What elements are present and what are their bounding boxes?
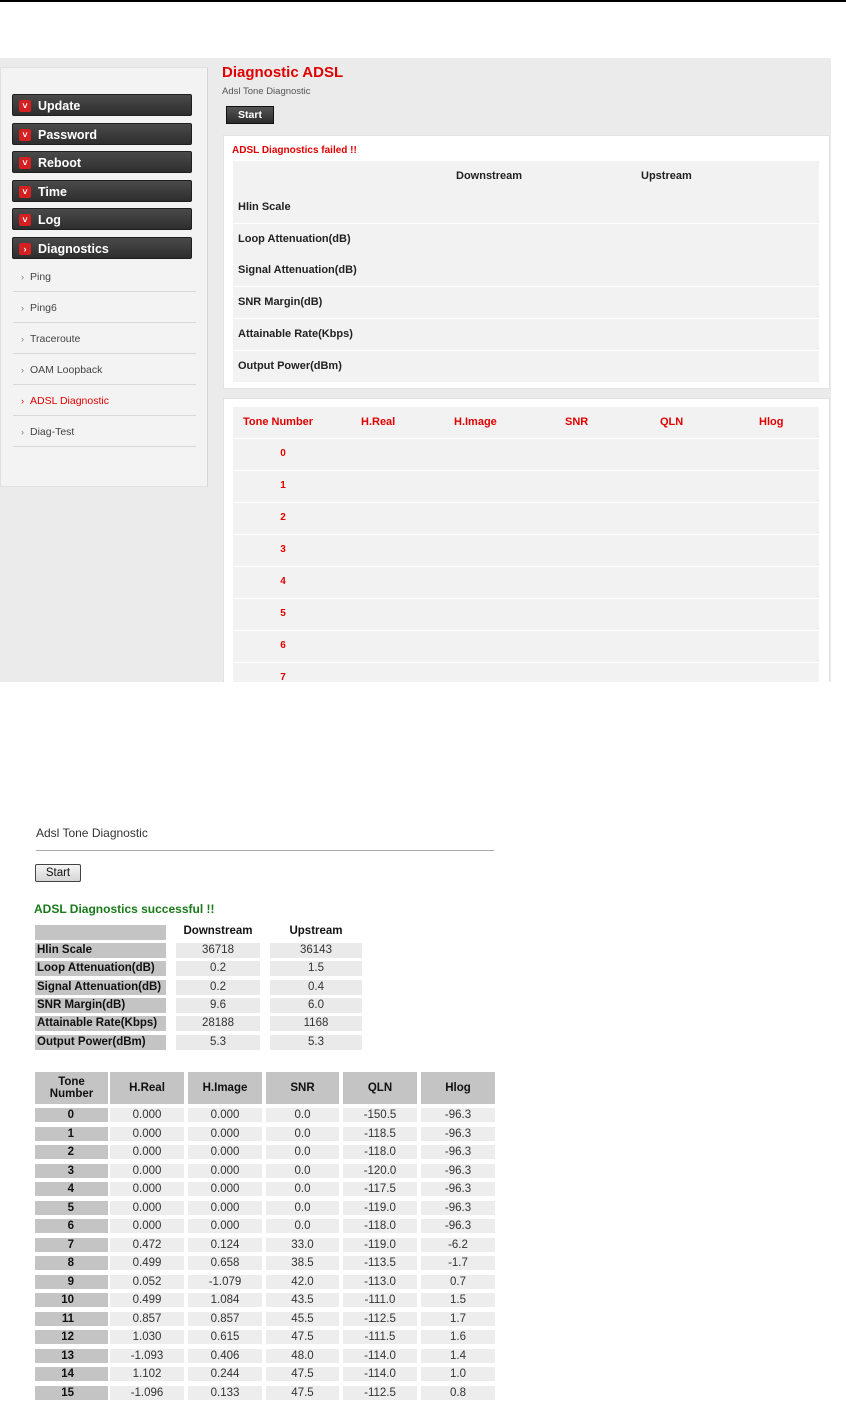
tone-header-0: Tone Number — [35, 1072, 108, 1104]
tone-value-cell: -119.0 — [343, 1238, 417, 1252]
tone-number-cell: 0 — [35, 1108, 108, 1122]
summary-label: SNR Margin(dB) — [35, 998, 166, 1013]
tone-value-cell: -112.5 — [343, 1312, 417, 1326]
tone-number-cell: 13 — [35, 1349, 108, 1363]
downstream-value: 0.2 — [176, 961, 260, 976]
tone-value-cell: 0.499 — [110, 1293, 184, 1307]
menu-label: Update — [38, 99, 81, 113]
status-message: ADSL Diagnostics failed !! — [232, 145, 357, 156]
upstream-value: 1168 — [270, 1016, 362, 1031]
summary-row-label: Loop Attenuation(dB) — [238, 232, 351, 245]
summary-row — [233, 255, 819, 287]
himage-header: H.Image — [454, 416, 497, 428]
menu-time[interactable] — [12, 180, 192, 202]
tone-number-cell: 8 — [35, 1256, 108, 1270]
tone-value-cell: -113.5 — [343, 1256, 417, 1270]
downstream-header: Downstream — [456, 170, 523, 182]
summary-row-label: Hlin Scale — [238, 201, 291, 213]
tone-value-cell: 48.0 — [266, 1349, 339, 1363]
page-top-rule — [0, 0, 846, 2]
tone-value-cell: 0.000 — [110, 1201, 184, 1215]
tone-value-cell: 0.0 — [266, 1219, 339, 1233]
submenu-label: Traceroute — [30, 333, 81, 345]
tone-value-cell: -96.3 — [421, 1108, 495, 1122]
tone-value-cell: 0.658 — [188, 1256, 262, 1270]
tone-value-cell: -117.5 — [343, 1182, 417, 1196]
tone-value-cell: 0.000 — [188, 1219, 262, 1233]
tone-number-cell: 9 — [35, 1275, 108, 1289]
downstream-value: 28188 — [176, 1016, 260, 1031]
submenu-label: OAM Loopback — [30, 364, 103, 376]
summary-row — [233, 319, 819, 351]
downstream-value: 5.3 — [176, 1035, 260, 1050]
chevron-right-icon: › — [21, 427, 24, 437]
tone-header-1: H.Real — [110, 1072, 184, 1104]
tone-value-cell: -1.093 — [110, 1349, 184, 1363]
menu-diagnostics[interactable] — [12, 237, 192, 259]
tone-value-cell: 0.000 — [188, 1201, 262, 1215]
tone-number-cell: 2 — [35, 1145, 108, 1159]
tone-value-cell: -1.096 — [110, 1386, 184, 1400]
menu-label: Password — [38, 127, 98, 142]
tone-value-cell: 0.472 — [110, 1238, 184, 1252]
chevron-right-icon: › — [21, 334, 24, 344]
tone-value-cell: -112.5 — [343, 1386, 417, 1400]
upstream-header: Upstream — [641, 170, 692, 182]
tone-value-cell: 0.000 — [110, 1127, 184, 1141]
chevron-right-icon: › — [21, 365, 24, 375]
tone-row — [233, 567, 819, 599]
tone-value-cell: -118.0 — [343, 1145, 417, 1159]
tone-value-cell: 1.102 — [110, 1367, 184, 1381]
summary-label: Loop Attenuation(dB) — [35, 961, 166, 976]
tone-value-cell: -113.0 — [343, 1275, 417, 1289]
tone-value-cell: 0.244 — [188, 1367, 262, 1381]
upstream-header-2: Upstream — [289, 925, 343, 937]
submenu-label: Ping — [30, 271, 52, 283]
tone-value-cell: 38.5 — [266, 1256, 339, 1270]
status-message-success: ADSL Diagnostics successful !! — [34, 902, 215, 916]
sidebar — [0, 67, 208, 487]
start-button[interactable]: Start — [226, 106, 274, 124]
summary-row-label: Output Power(dBm) — [238, 359, 342, 372]
tone-value-cell: 0.0 — [266, 1201, 339, 1215]
tone-value-cell: -1.079 — [188, 1275, 262, 1289]
tone-value-cell: 0.7 — [421, 1275, 495, 1289]
page-title: Diagnostic ADSL — [222, 64, 344, 81]
submenu-oam-loopback[interactable] — [13, 355, 196, 385]
summary-panel — [223, 135, 830, 389]
downstream-value: 0.2 — [176, 980, 260, 995]
hreal-header: H.Real — [361, 416, 396, 428]
tone-number-cell: 6 — [35, 1219, 108, 1233]
tone-header-row — [233, 407, 819, 439]
chevron-right-icon: › — [19, 243, 31, 255]
tone-number: 3 — [280, 544, 286, 555]
tone-number-cell: 7 — [35, 1238, 108, 1252]
tone-value-cell: -6.2 — [421, 1238, 495, 1252]
submenu-label: Ping6 — [30, 302, 57, 314]
tone-value-cell: -96.3 — [421, 1127, 495, 1141]
tone-value-cell: 47.5 — [266, 1386, 339, 1400]
tone-value-cell: -96.3 — [421, 1145, 495, 1159]
tone-number-cell: 12 — [35, 1330, 108, 1344]
tone-value-cell: 1.030 — [110, 1330, 184, 1344]
tone-value-cell: 0.000 — [188, 1127, 262, 1141]
tone-number-cell: 3 — [35, 1164, 108, 1178]
tone-value-cell: 0.000 — [188, 1164, 262, 1178]
menu-label: Diagnostics — [38, 241, 109, 256]
tone-number: 6 — [280, 640, 286, 651]
tone-value-cell: 47.5 — [266, 1367, 339, 1381]
tone-value-cell: -120.0 — [343, 1164, 417, 1178]
downstream-header-2: Downstream — [183, 925, 253, 937]
upstream-value: 6.0 — [270, 998, 362, 1013]
tone-value-cell: 1.6 — [421, 1330, 495, 1344]
menu-reboot[interactable] — [12, 151, 192, 173]
chevron-down-icon: ˅ — [19, 214, 31, 226]
hlog-header: Hlog — [759, 416, 784, 428]
tone-value-cell: 0.499 — [110, 1256, 184, 1270]
tone-value-cell: 0.052 — [110, 1275, 184, 1289]
tone-value-cell: 0.0 — [266, 1145, 339, 1159]
submenu-label: Diag-Test — [30, 426, 75, 438]
tone-row — [233, 471, 819, 503]
upstream-value: 36143 — [270, 943, 362, 958]
chevron-right-icon: › — [21, 396, 24, 406]
tone-value-cell: 1.0 — [421, 1367, 495, 1381]
tone-value-cell: 1.7 — [421, 1312, 495, 1326]
tone-value-cell: 0.000 — [110, 1108, 184, 1122]
submenu-label: ADSL Diagnostic — [30, 395, 109, 407]
menu-label: Log — [38, 213, 61, 227]
summary-row — [233, 192, 819, 224]
tone-number: 0 — [280, 448, 286, 459]
tone-value-cell: 0.857 — [110, 1312, 184, 1326]
qln-header: QLN — [660, 416, 684, 428]
tone-value-cell: 1.5 — [421, 1293, 495, 1307]
tone-number-cell: 5 — [35, 1201, 108, 1215]
tone-value-cell: 0.0 — [266, 1127, 339, 1141]
start-button-2[interactable]: Start — [35, 864, 81, 882]
tone-value-cell: -119.0 — [343, 1201, 417, 1215]
tone-value-cell: 0.0 — [266, 1164, 339, 1178]
tone-value-cell: -96.3 — [421, 1164, 495, 1178]
tone-value-cell: 47.5 — [266, 1330, 339, 1344]
tone-value-cell: -96.3 — [421, 1201, 495, 1215]
section-title: Adsl Tone Diagnostic — [36, 826, 148, 840]
summary-row — [233, 224, 819, 256]
tone-value-cell: -96.3 — [421, 1182, 495, 1196]
chevron-down-icon: ˅ — [19, 157, 31, 169]
downstream-value: 36718 — [176, 943, 260, 958]
upstream-value: 1.5 — [270, 961, 362, 976]
summary-label: Output Power(dBm) — [35, 1035, 166, 1050]
summary-label: Attainable Rate(Kbps) — [35, 1016, 166, 1031]
summary-row — [233, 351, 819, 383]
tone-value-cell: 42.0 — [266, 1275, 339, 1289]
tone-value-cell: 0.124 — [188, 1238, 262, 1252]
submenu-traceroute[interactable] — [13, 324, 196, 354]
tone-header-5: Hlog — [421, 1072, 495, 1104]
menu-log[interactable] — [12, 208, 192, 230]
chevron-down-icon: ˅ — [19, 129, 31, 141]
tone-value-cell: 43.5 — [266, 1293, 339, 1307]
tone-number-header: Tone Number — [243, 416, 314, 428]
chevron-down-icon: ˅ — [19, 186, 31, 198]
summary-row-label: Attainable Rate(Kbps) — [238, 327, 353, 340]
upstream-value: 0.4 — [270, 980, 362, 995]
tone-value-cell: -1.7 — [421, 1256, 495, 1270]
summary-label: Hlin Scale — [35, 943, 166, 958]
tone-value-cell: 0.406 — [188, 1349, 262, 1363]
tone-row — [233, 631, 819, 663]
failed-diagnostic-screenshot — [0, 58, 831, 682]
tone-value-cell: 0.0 — [266, 1108, 339, 1122]
submenu-adsl-diagnostic[interactable] — [13, 386, 196, 416]
tone-header-4: QLN — [343, 1072, 417, 1104]
menu-update[interactable] — [12, 94, 192, 116]
tone-row — [233, 503, 819, 535]
page-subtitle: Adsl Tone Diagnostic — [222, 86, 311, 97]
summary-row-label: SNR Margin(dB) — [238, 296, 323, 309]
tone-row — [233, 663, 819, 682]
tone-value-cell: -150.5 — [343, 1108, 417, 1122]
tone-value-cell: 0.857 — [188, 1312, 262, 1326]
chevron-down-icon: ˅ — [19, 100, 31, 112]
tone-value-cell: 0.000 — [188, 1108, 262, 1122]
summary-row — [233, 287, 819, 319]
tone-value-cell: 0.000 — [110, 1219, 184, 1233]
tone-value-cell: -96.3 — [421, 1219, 495, 1233]
tone-value-cell: 0.0 — [266, 1182, 339, 1196]
chevron-right-icon: › — [21, 303, 24, 313]
tone-number-cell: 11 — [35, 1312, 108, 1326]
tone-row — [233, 599, 819, 631]
summary-header-row — [233, 161, 819, 193]
tone-number: 7 — [280, 672, 286, 682]
summary-row-label: Signal Attenuation(dB) — [238, 264, 357, 277]
tone-value-cell: 0.000 — [188, 1145, 262, 1159]
tone-panel — [223, 398, 830, 682]
tone-row — [233, 439, 819, 471]
tone-value-cell: 0.000 — [110, 1182, 184, 1196]
tone-number: 4 — [280, 576, 286, 587]
tone-value-cell: -118.5 — [343, 1127, 417, 1141]
tone-value-cell: -114.0 — [343, 1349, 417, 1363]
tone-value-cell: 45.5 — [266, 1312, 339, 1326]
tone-value-cell: -111.5 — [343, 1330, 417, 1344]
tone-number-cell: 10 — [35, 1293, 108, 1307]
tone-number-cell: 14 — [35, 1367, 108, 1381]
tone-value-cell: 0.000 — [188, 1182, 262, 1196]
menu-password[interactable] — [12, 123, 192, 145]
tone-value-cell: 0.8 — [421, 1386, 495, 1400]
menu-label: Reboot — [38, 156, 82, 170]
tone-number: 5 — [280, 608, 286, 619]
tone-number-cell: 1 — [35, 1127, 108, 1141]
tone-number: 2 — [280, 512, 286, 523]
tone-value-cell: 0.000 — [110, 1145, 184, 1159]
tone-number: 1 — [280, 480, 286, 491]
tone-value-cell: -118.0 — [343, 1219, 417, 1233]
tone-number-cell: 4 — [35, 1182, 108, 1196]
tone-header-3: SNR — [266, 1072, 339, 1104]
tone-value-cell: 0.615 — [188, 1330, 262, 1344]
summary-label: Signal Attenuation(dB) — [35, 980, 166, 995]
submenu-diag-test[interactable] — [13, 417, 196, 447]
submenu-ping6[interactable] — [13, 293, 196, 323]
downstream-value: 9.6 — [176, 998, 260, 1013]
tone-number-cell: 15 — [35, 1386, 108, 1400]
tone-value-cell: -114.0 — [343, 1367, 417, 1381]
tone-value-cell: 1.084 — [188, 1293, 262, 1307]
chevron-right-icon: › — [21, 272, 24, 282]
submenu-ping[interactable] — [13, 262, 196, 292]
snr-header: SNR — [565, 416, 589, 428]
tone-value-cell: 0.000 — [110, 1164, 184, 1178]
tone-value-cell: 0.133 — [188, 1386, 262, 1400]
menu-label: Time — [38, 184, 67, 199]
tone-header-2: H.Image — [188, 1072, 262, 1104]
upstream-value: 5.3 — [270, 1035, 362, 1050]
divider — [36, 850, 494, 851]
summary-blank-header — [35, 925, 166, 940]
tone-value-cell: -111.0 — [343, 1293, 417, 1307]
tone-row — [233, 535, 819, 567]
tone-value-cell: 33.0 — [266, 1238, 339, 1252]
tone-value-cell: 1.4 — [421, 1349, 495, 1363]
